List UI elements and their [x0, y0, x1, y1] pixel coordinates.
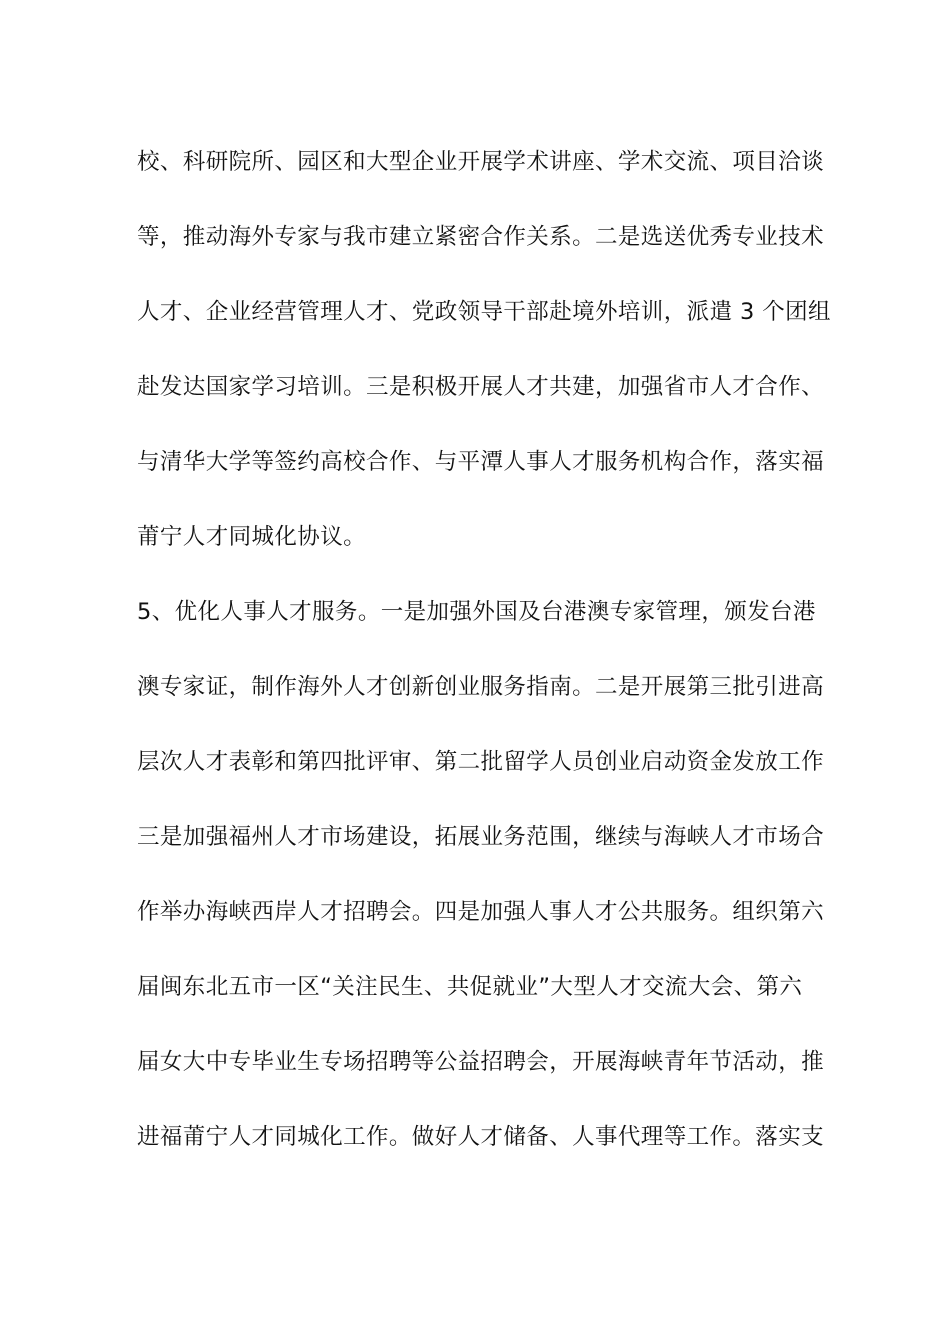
text-line: 人才、企业经营管理人才、党政领导干部赴境外培训，派遣 3 个团组	[137, 299, 831, 325]
text-line: 澳专家证，制作海外人才创新创业服务指南。二是开展第三批引进高	[137, 674, 825, 700]
text-line: 层次人才表彰和第四批评审、第二批留学人员创业启动资金发放工作	[137, 749, 825, 775]
text-line: 等，推动海外专家与我市建立紧密合作关系。二是选送优秀专业技术	[137, 224, 825, 250]
text-line: 进福莆宁人才同城化工作。做好人才储备、人事代理等工作。落实支	[137, 1124, 825, 1150]
text-line: 赴发达国家学习培训。三是积极开展人才共建，加强省市人才合作、	[137, 374, 825, 400]
text-line: 莆宁人才同城化协议。	[137, 524, 367, 550]
text-line: 届女大中专毕业生专场招聘等公益招聘会，开展海峡青年节活动，推	[137, 1049, 825, 1075]
text-line: 三是加强福州人才市场建设，拓展业务范围，继续与海峡人才市场合	[137, 824, 825, 850]
text-line: 作举办海峡西岸人才招聘会。四是加强人事人才公共服务。组织第六	[137, 899, 825, 925]
text-line: 校、科研院所、园区和大型企业开展学术讲座、学术交流、项目洽谈	[137, 149, 825, 175]
text-line: 届闽东北五市一区“关注民生、共促就业”大型人才交流大会、第六	[137, 974, 803, 1000]
text-line: 与清华大学等签约高校合作、与平潭人事人才服务机构合作，落实福	[137, 449, 825, 475]
text-line: 5、优化人事人才服务。一是加强外国及台港澳专家管理，颁发台港	[137, 599, 816, 625]
